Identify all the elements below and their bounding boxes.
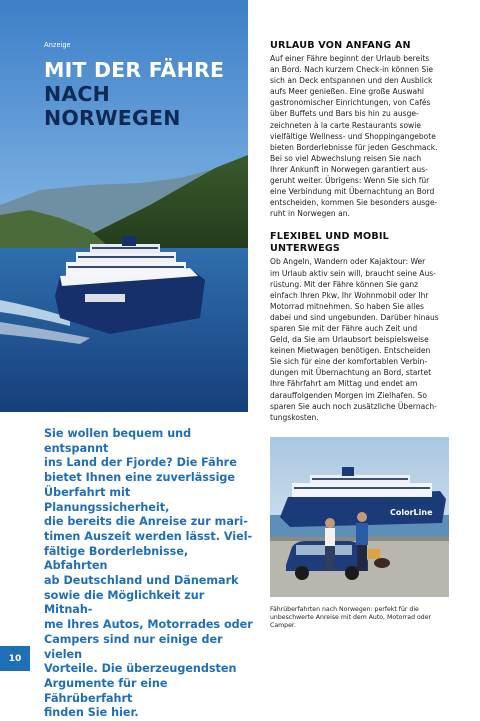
title-line-2: NACH NORWEGEN (44, 82, 181, 130)
section-urlaub (270, 40, 455, 219)
title-line-1: MIT DER FÄHRE (44, 58, 225, 82)
lead-paragraph: Sie wollen bequem und entspannt ins Land der Fjorde? Die Fähre bietet Ihnen eine zuverlässige Überfahrt mit Planungssicherheit, die bereits die Anreise zur mari- timen Auszeit werden lässt. Viel- fältige Borderlebnisse, Abfahrten ab Deutschland und Dänemark sowie die Möglichkeit zur Mitnah- me Ihres Autos, Motorrades oder Campers sind nur einige der vielen Vorteile. Die überzeugendsten Argumente für eine Fährüberfahrt finden Sie hier. (44, 427, 253, 720)
hero-image (0, 0, 248, 412)
section-heading: FLEXIBEL UND MOBIL UNTERWEGS (270, 231, 389, 255)
photo-caption: Fährüberfahrten nach Norwegen: perfekt für die unbeschwerte Anreise mit dem Auto, Motorrad oder Camper. (270, 606, 432, 630)
section-body: Ob Angeln, Wandern oder Kajaktour: Wer im Urlaub aktiv sein will, braucht seine Aus- rüstung. Mit der Fähre können Sie ganz einfach Ihren Pkw, Ihr Wohnmobil oder Ihr Motorrad mitnehmen. So haben Sie alles dabei und sind ungebunden. Darüber hinaus sparen Sie mit der Fähre auch Zeit und Geld, da Sie am Urlaubsort beispielsweise keinen Mietwagen benötigen. Entscheiden Sie sich für eine der komfortablen Verbin- dungen mit Übernachtung an Bord, startet Ihre Fährfahrt am Mittag und endet am darauffolgenden Morgen im Zielhafen. So sparen Sie auch noch zusätzliche Übernach- tungskosten. (270, 257, 439, 422)
family-car-photo (270, 437, 449, 597)
ship-logo: ColorLine (390, 508, 433, 517)
section-heading: URLAUB VON ANFANG AN (270, 40, 411, 51)
car-ferry-photo (270, 437, 449, 597)
ad-label: Anzeige (44, 42, 71, 49)
article-column (270, 40, 455, 423)
section-flexibel (270, 231, 455, 422)
page-number: 10 (0, 646, 30, 671)
section-body: Auf einer Fähre beginnt der Urlaub bereits an Bord. Nach kurzem Check-in können Sie sich an Deck entspannen und den Ausblick aufs Meer genießen. Eine große Auswahl gastronomischer Einrichtungen, von Cafés über Buffets und Bars bis hin zu ausge- zeichneten à la carte Restaurants sowie vielfältige Wellness- und Shoppingangebote bieten Borderlebnisse für jeden Geschmack. Bei so viel Abwechslung reisen Sie nach Ihrer Ankunft in Norwegen garantiert aus- geruht weiter. Übrigens: Wenn Sie sich für eine Verbindung mit Übernachtung an Bord entscheiden, kommen Sie besonders ausge- ruht in Norwegen an. (270, 54, 438, 219)
page-title (44, 58, 248, 130)
